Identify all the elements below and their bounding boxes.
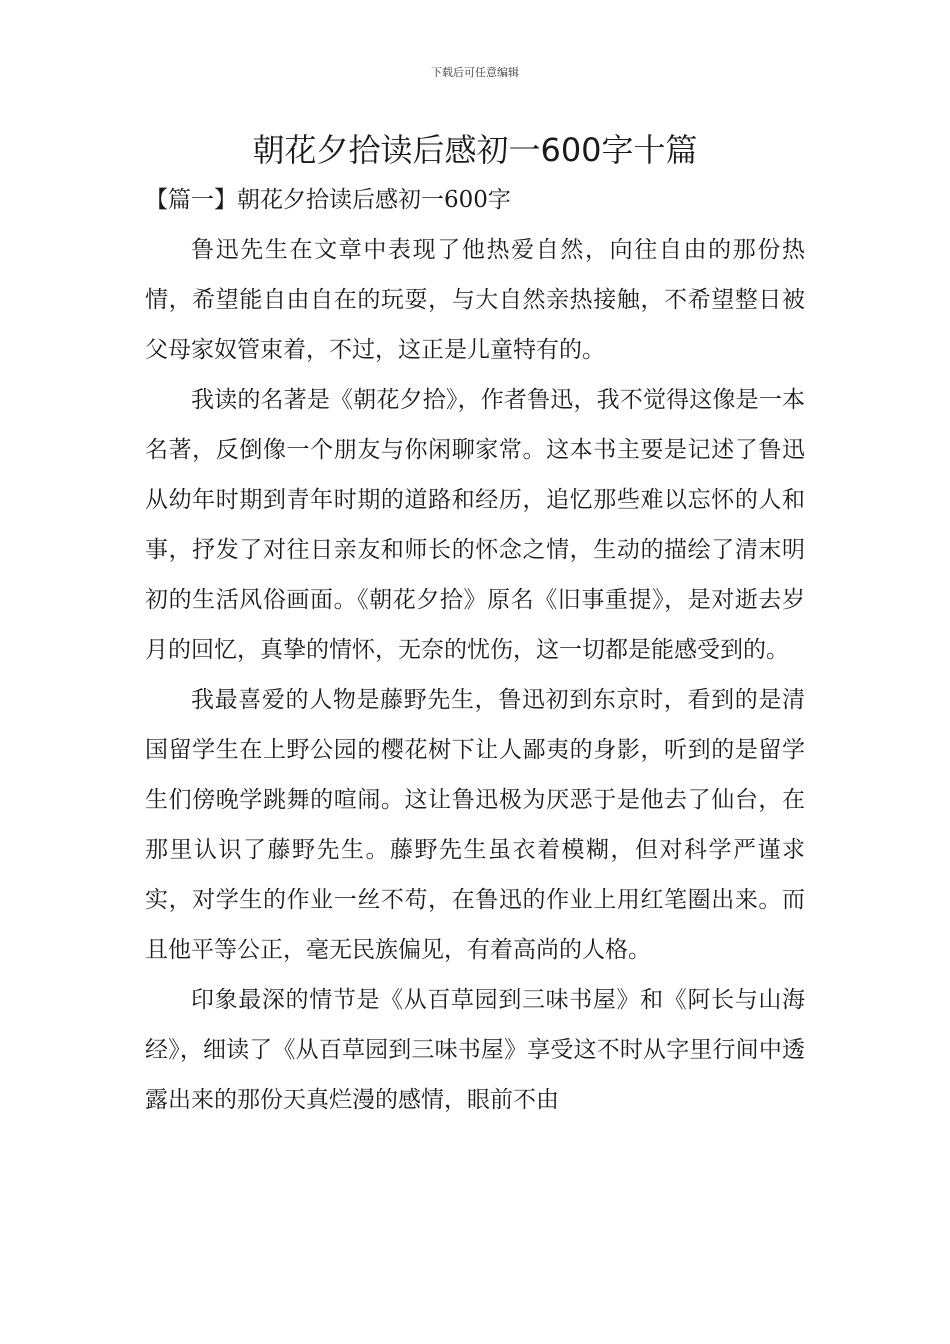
body-text	[145, 225, 805, 1125]
paragraph: 印象最深的情节是《从百草园到三味书屋》和《阿长与山海经》，细读了《从百草园到三味书屋》享受这不时从字里行间中透露出来的那份天真烂漫的感情，眼前不由	[145, 987, 805, 1113]
paragraph: 鲁迅先生在文章中表现了他热爱自然，向往自由的那份热情，希望能自由自在的玩耍，与大自然亲热接触，不希望整日被父母家奴管束着，不过，这正是儿童特有的。	[145, 237, 805, 363]
paragraph: 我读的名著是《朝花夕拾》，作者鲁迅，我不觉得这像是一本名著，反倒像一个朋友与你闲聊家常。这本书主要是记述了鲁迅从幼年时期到青年时期的道路和经历，追忆那些难以忘怀的人和事，抒发了对往日亲友和师长的怀念之情，生动的描绘了清末明初的生活风俗画面。《朝花夕拾》原名《旧事重提》，是对逝去岁月的回忆，真挚的情怀，无奈的忧伤，这一切都是能感受到的。	[145, 387, 805, 663]
document-title: 朝花夕拾读后感初一600字十篇	[252, 131, 698, 169]
section-heading: 【篇一】朝花夕拾读后感初一600字	[145, 187, 511, 213]
paragraph: 我最喜爱的人物是藤野先生，鲁迅初到东京时，看到的是清国留学生在上野公园的樱花树下让人鄙夷的身影，听到的是留学生们傍晚学跳舞的喧闹。这让鲁迅极为厌恶于是他去了仙台，在那里认识了藤野先生。藤野先生虽衣着模糊，但对科学严谨求实，对学生的作业一丝不苟，在鲁迅的作业上用红笔圈出来。而且他平等公正，毫无民族偏见，有着高尚的人格。	[145, 687, 805, 963]
header-note: 下载后可任意编辑	[431, 66, 519, 79]
